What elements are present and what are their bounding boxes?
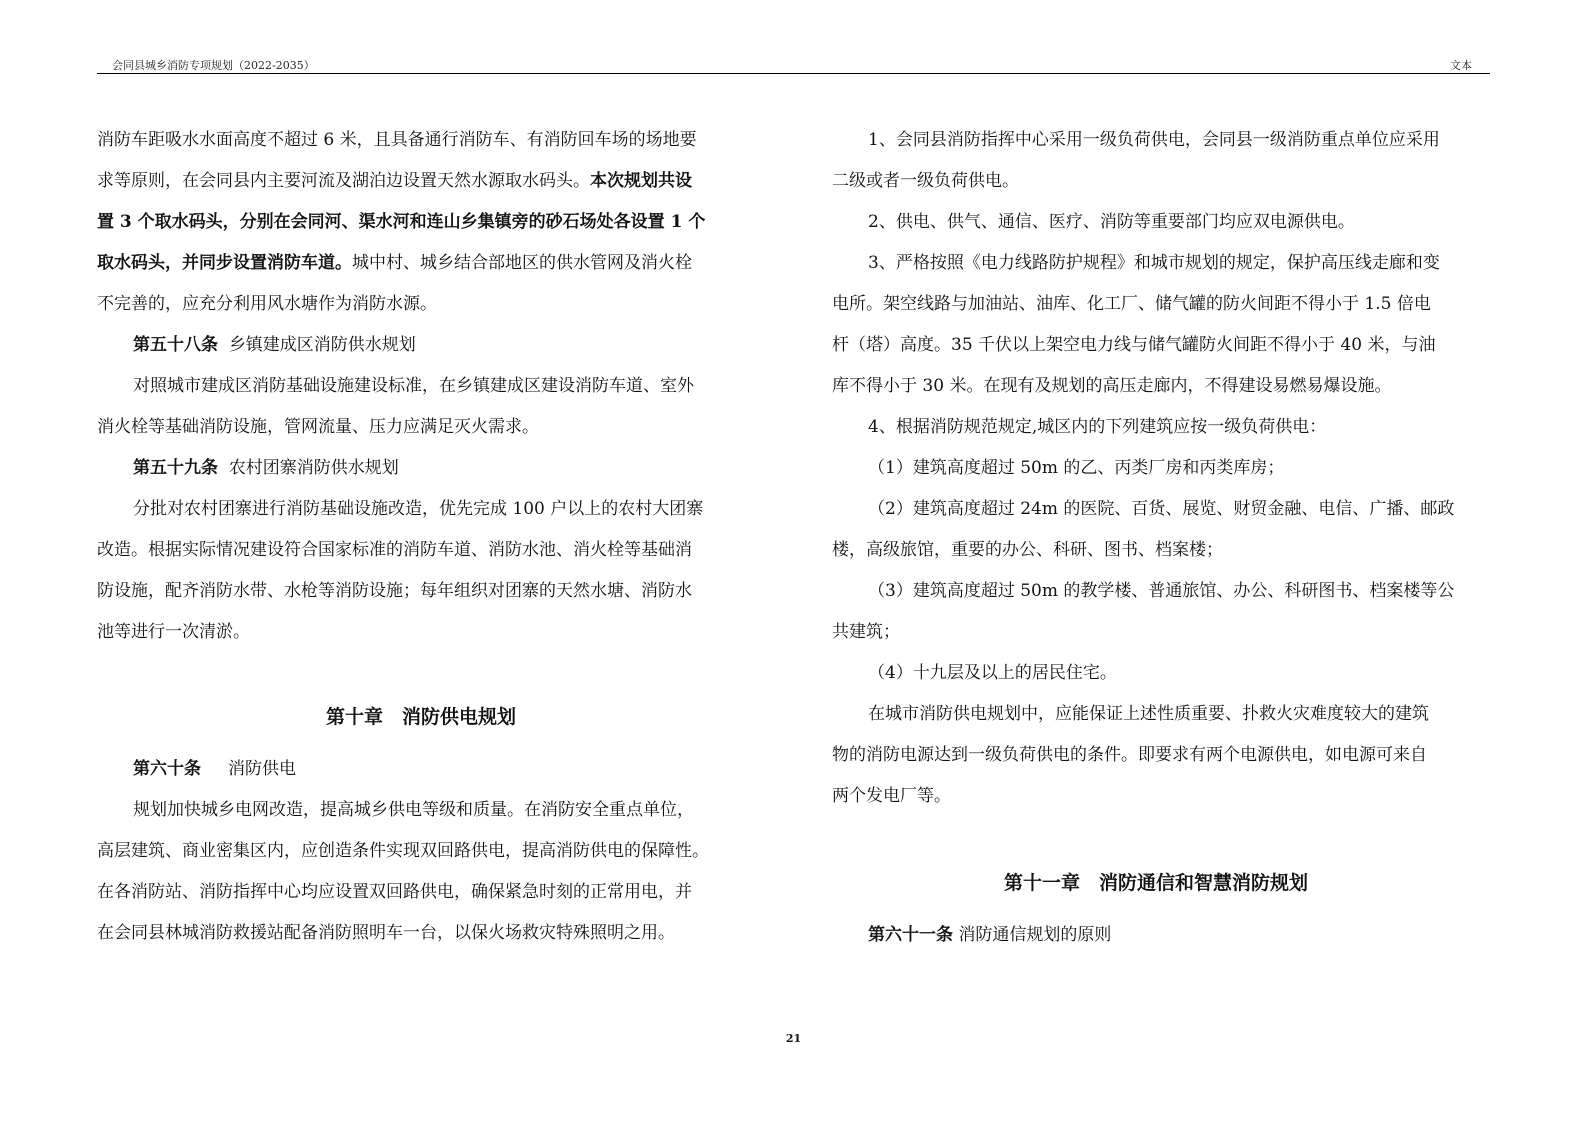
- paragraph-line: 在会同县林城消防救援站配备消防照明车一台，以保火场救灾特殊照明之用。: [97, 923, 675, 943]
- list-item: （2）建筑高度超过 24m 的医院、百货、展览、财贸金融、电信、广播、邮政: [868, 499, 1455, 519]
- bold-paragraph-line: 置 3 个取水码头，分别在会同河、渠水河和连山乡集镇旁的砂石场处各设置 1 个: [97, 212, 706, 232]
- paragraph-line: 改造。根据实际情况建设符合国家标准的消防车道、消防水池、消火栓等基础消: [97, 540, 692, 560]
- header-document-title: 会同县城乡消防专项规划（2022-2035）: [112, 59, 315, 72]
- paragraph-line: 取水码头，并同步设置消防车道。城中村、城乡结合部地区的供水管网及消火栓: [97, 253, 692, 273]
- paragraph-line: 两个发电厂等。: [832, 786, 951, 806]
- bold-text: 本次规划共设: [590, 171, 692, 191]
- paragraph-line: 高层建筑、商业密集区内，应创造条件实现双回路供电，提高消防供电的保障性。: [97, 841, 709, 861]
- header-section-label: 文本: [1450, 59, 1472, 72]
- paragraph-line: 二级或者一级负荷供电。: [832, 171, 1019, 191]
- list-item: （4）十九层及以上的居民住宅。: [868, 663, 1117, 683]
- paragraph-line: 池等进行一次清淤。: [97, 622, 250, 642]
- chapter-10-title: 第十章 消防供电规划: [325, 706, 516, 728]
- paragraph-line: 杆（塔）高度。35 千伏以上架空电力线与储气罐防火间距不得小于 40 米，与油: [832, 335, 1436, 355]
- page-number: 21: [785, 1032, 802, 1045]
- list-item-continued: 共建筑；: [832, 622, 900, 642]
- paragraph-line: 在各消防站、消防指挥中心均应设置双回路供电，确保紧急时刻的正常用电，并: [97, 882, 692, 902]
- paragraph-line: 3、严格按照《电力线路防护规程》和城市规划的规定，保护高压线走廊和变: [868, 253, 1440, 273]
- paragraph-line: 4、根据消防规范规定,城区内的下列建筑应按一级负荷供电：: [868, 417, 1327, 437]
- header-rule: [97, 73, 1490, 74]
- paragraph-line: 求等原则，在会同县内主要河流及湖泊边设置天然水源取水码头。本次规划共设: [97, 171, 692, 191]
- paragraph-line: 消防车距吸水水面高度不超过 6 米，且具备通行消防车、有消防回车场的场地要: [97, 130, 697, 150]
- paragraph-line: 在城市消防供电规划中，应能保证上述性质重要、扑救火灾难度较大的建筑: [868, 704, 1429, 724]
- article-61-heading: 第六十一条 消防通信规划的原则: [868, 925, 1112, 945]
- article-58-heading: 第五十八条 乡镇建成区消防供水规划: [133, 335, 416, 355]
- list-item-continued: 楼，高级旅馆，重要的办公、科研、图书、档案楼；: [832, 540, 1223, 560]
- paragraph-line: 防设施，配齐消防水带、水枪等消防设施；每年组织对团寨的天然水塘、消防水: [97, 581, 692, 601]
- paragraph-line: 物的消防电源达到一级负荷供电的条件。即要求有两个电源供电，如电源可来自: [832, 745, 1427, 765]
- paragraph-line: 消火栓等基础消防设施，管网流量、压力应满足灭火需求。: [97, 417, 539, 437]
- article-60-heading: 第六十条 消防供电: [133, 759, 297, 779]
- list-item: （3）建筑高度超过 50m 的教学楼、普通旅馆、办公、科研图书、档案楼等公: [868, 581, 1455, 601]
- bold-text: 取水码头，并同步设置消防车道。: [97, 253, 352, 273]
- right-column: [832, 120, 1480, 956]
- paragraph-line: 对照城市建成区消防基础设施建设标准，在乡镇建成区建设消防车道、室外: [133, 376, 694, 396]
- list-item: （1）建筑高度超过 50m 的乙、丙类厂房和丙类库房；: [868, 458, 1285, 478]
- paragraph-line: 2、供电、供气、通信、医疗、消防等重要部门均应双电源供电。: [868, 212, 1355, 232]
- chapter-11-title: 第十一章 消防通信和智慧消防规划: [1003, 872, 1308, 894]
- paragraph-line: 规划加快城乡电网改造，提高城乡供电等级和质量。在消防安全重点单位，: [133, 800, 694, 820]
- paragraph-line: 电所。架空线路与加油站、油库、化工厂、储气罐的防火间距不得小于 1.5 倍电: [832, 294, 1431, 314]
- paragraph-line: 1、会同县消防指挥中心采用一级负荷供电，会同县一级消防重点单位应采用: [868, 130, 1440, 150]
- paragraph-line: 分批对农村团寨进行消防基础设施改造，优先完成 100 户以上的农村大团寨: [133, 499, 704, 519]
- left-column: [97, 120, 745, 954]
- paragraph-line: 不完善的，应充分利用风水塘作为消防水源。: [97, 294, 437, 314]
- article-59-heading: 第五十九条 农村团寨消防供水规划: [133, 458, 399, 478]
- paragraph-line: 库不得小于 30 米。在现有及规划的高压走廊内，不得建设易燃易爆设施。: [832, 376, 1392, 396]
